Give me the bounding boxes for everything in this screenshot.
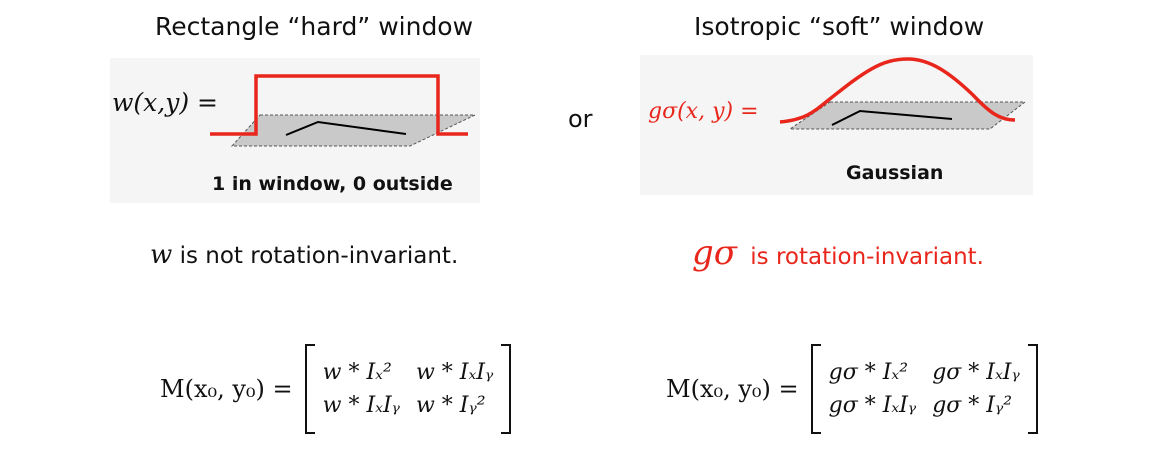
g-sigma-symbol: gσ xyxy=(692,233,737,273)
left-claim xyxy=(150,240,458,270)
w-symbol: w xyxy=(150,240,173,270)
matrix-cell: gσ * Iᵧ² xyxy=(932,393,1013,418)
matrix-cell: w * IₓIᵧ xyxy=(415,360,494,385)
left-caption: 1 in window, 0 outside xyxy=(212,173,453,195)
left-heading: Rectangle “hard” window xyxy=(155,12,474,41)
matrix-cell: gσ * Iₓ² xyxy=(828,360,909,385)
w-function-label: w(x,y) = xyxy=(112,88,218,117)
gaussian-window-figure xyxy=(640,55,1033,195)
left-second-moment-matrix xyxy=(160,343,513,435)
matrix-cell: w * Iₓ² xyxy=(322,360,392,385)
right-matrix-lhs: M(x₀, y₀) = xyxy=(666,375,799,403)
right-claim xyxy=(692,233,984,273)
matrix-cell: gσ * IₓIᵧ xyxy=(828,393,917,418)
right-bracket-close xyxy=(1026,343,1040,435)
right-claim-text: is rotation-invariant. xyxy=(750,244,984,270)
left-bracket-open xyxy=(303,343,317,435)
gaussian-window-plot xyxy=(640,55,1033,195)
right-matrix-cells xyxy=(823,360,1026,418)
right-caption: Gaussian xyxy=(846,162,944,184)
right-bracket-open xyxy=(809,343,823,435)
left-bracket-close xyxy=(499,343,513,435)
rectangle-window-figure xyxy=(110,58,480,203)
right-heading: Isotropic “soft” window xyxy=(694,12,985,41)
matrix-cell: w * IₓIᵧ xyxy=(322,393,400,418)
right-second-moment-matrix xyxy=(666,343,1040,435)
left-claim-text: is not rotation-invariant. xyxy=(179,243,459,269)
or-label: or xyxy=(568,105,593,133)
g-sigma-function-label: gσ(x, y) = xyxy=(648,99,759,124)
left-matrix-cells xyxy=(317,360,500,418)
matrix-cell: w * Iᵧ² xyxy=(415,393,486,418)
matrix-cell: gσ * IₓIᵧ xyxy=(932,360,1020,385)
left-matrix-lhs: M(x₀, y₀) = xyxy=(160,375,293,403)
